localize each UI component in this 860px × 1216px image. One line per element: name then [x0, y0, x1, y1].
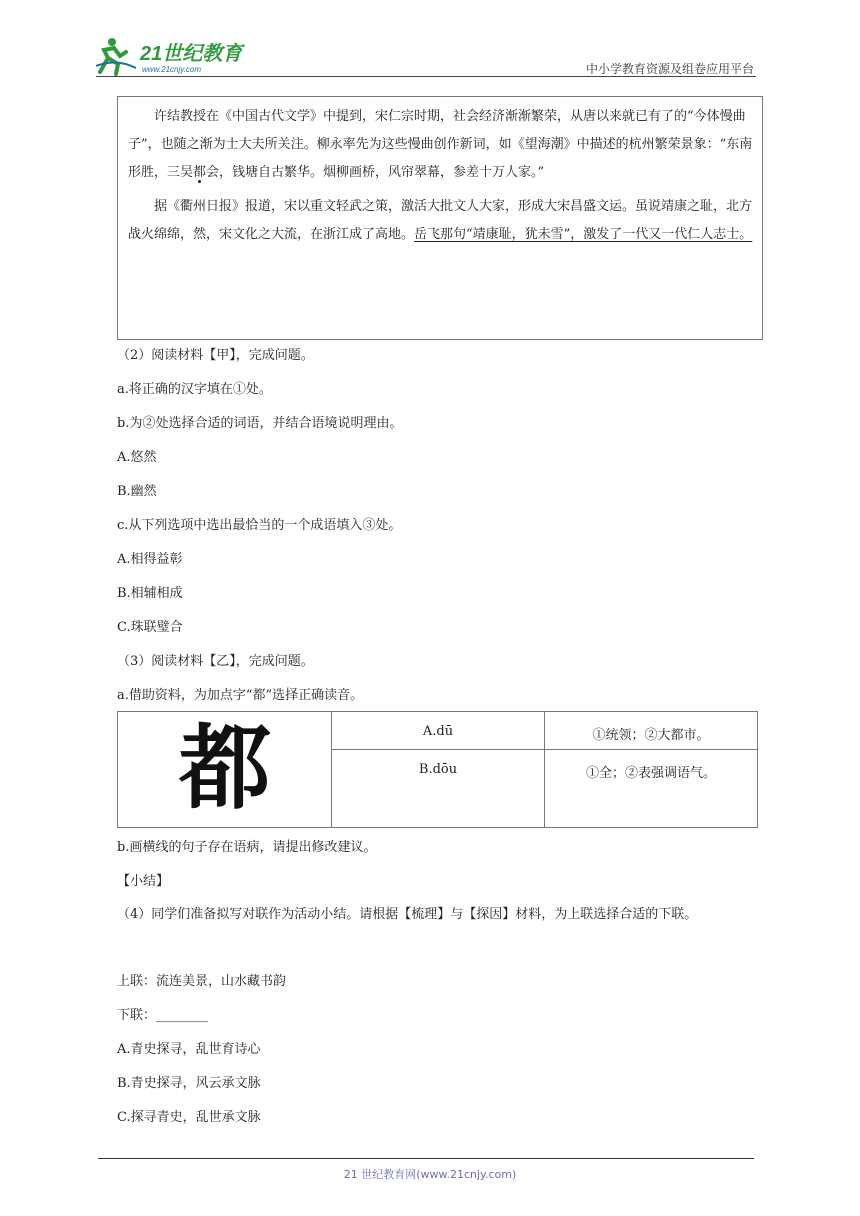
question-3-title: （3）阅读材料【乙】，完成问题。 [117, 654, 314, 669]
logo-text: 21世纪教育 [140, 43, 243, 65]
footer-divider [98, 1158, 754, 1159]
material-paragraph-2: 据《衢州日报》报道，宋以重文轻武之策，激活大批文人大家，形成大宋昌盛文运。虽说靖康之耻，北方战火绵绵，然，宋文化之大流，在浙江成了高地。岳飞那句“靖康耻，犹未雪”，激发了一代又一代仁人志士。 [128, 199, 753, 242]
material-box [117, 96, 763, 340]
option-4-b: B.青史探寻，风云承文脉 [117, 1076, 261, 1091]
platform-name: 中小学教育资源及组卷应用平台 [585, 62, 754, 76]
logo-runner-icon [96, 36, 256, 76]
question-3b: b.画横线的句子存在语病，请提出修改建议。 [117, 840, 377, 855]
question-2-title: （2）阅读材料【甲】，完成问题。 [117, 348, 314, 363]
calligraphy-glyph [175, 714, 275, 826]
option-2c-a: A.相得益彰 [117, 552, 183, 567]
meaning-cell-a: ①统领；②大都市。 [545, 712, 758, 750]
question-2a: a.将正确的汉字填在①处。 [117, 382, 272, 397]
glyph-character: 都 [178, 713, 271, 822]
underlined-sentence: 岳飞那句“靖康耻，犹未雪”，激发了一代又一代仁人志士。 [414, 227, 753, 242]
question-3a: a.借助资料，为加点字“都”选择正确读音。 [117, 688, 364, 703]
summary-heading: 【小结】 [117, 874, 170, 889]
question-2b: b.为②处选择合适的词语，并结合语境说明理由。 [117, 416, 403, 431]
meaning-cell-b: ①全；②表强调语气。 [545, 750, 758, 828]
footer-text: 21 世纪教育网(www.21cnjy.com) [343, 1168, 517, 1181]
option-2b-a: A.悠然 [117, 450, 157, 465]
pinyin-cell-b: B.dōu [332, 750, 545, 828]
upper-couplet: 上联：流连美景，山水藏书韵 [117, 974, 287, 989]
option-2b-b: B.幽然 [117, 484, 157, 499]
question-4: （4）同学们准备拟写对联作为活动小结。请根据【梳理】与【探因】材料，为上联选择合适的下联。 [117, 907, 698, 922]
site-logo [96, 36, 256, 76]
option-4-a: A.青史探寻，乱世育诗心 [117, 1042, 261, 1057]
option-4-c: C.探寻青史，乱世承文脉 [117, 1110, 261, 1125]
header-divider [96, 76, 756, 77]
option-2c-c: C.珠联璧合 [117, 620, 183, 635]
pronunciation-table [117, 711, 758, 828]
pinyin-cell-a: A.dū [332, 712, 545, 750]
answer-blank: ________ [156, 1008, 209, 1023]
question-2c: c.从下列选项中选出最恰当的一个成语填入③处。 [117, 518, 402, 533]
dotted-character: 都 [193, 165, 207, 180]
glyph-cell [118, 712, 332, 828]
page-header [0, 0, 860, 80]
lower-couplet: 下联：________ [117, 1008, 209, 1023]
option-2c-b: B.相辅相成 [117, 586, 183, 601]
material-paragraph-1: 许结教授在《中国古代文学》中提到，宋仁宗时期，社会经济渐渐繁荣，从唐以来就已有了的“今体慢曲子”，也随之渐为士大夫所关注。柳永率先为这些慢曲创作新词，如《望海潮》中描述的杭州繁荣景象：“东南形胜，三吴都会，钱塘自古繁华。烟柳画桥，风帘翠幕，参差十万人家。” [128, 109, 753, 180]
logo-url-text: www.21cnjy.com [142, 65, 201, 74]
